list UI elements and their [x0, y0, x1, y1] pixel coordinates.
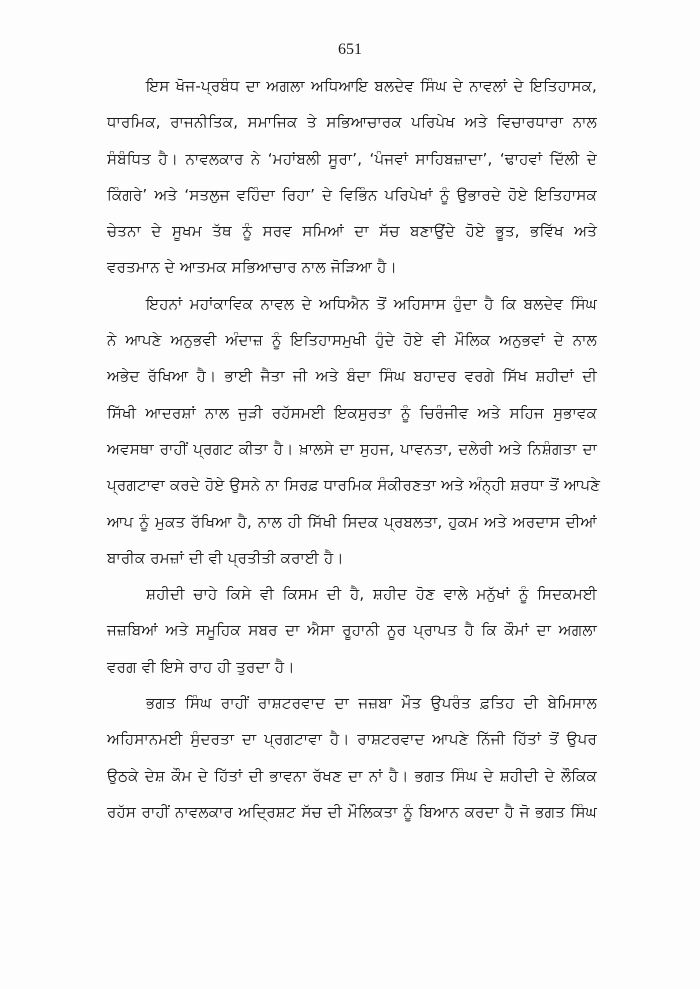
text-line: ਵਰਗ ਵੀ ਇਸੇ ਰਾਹ ਹੀ ਤੁਰਦਾ ਹੈ। — [107, 657, 295, 676]
text-line: ਚੇਤਨਾ ਦੇ ਸੂਖਮ ਤੱਥ ਨੂੰ ਸਰਵ ਸਮਿਆਂ ਦਾ ਸੱਚ ਬਣਾਉਂਦੇ ਹੋਏ ਭੂਤ, ਭਵਿੱਖ ਅਤੇ — [107, 222, 597, 241]
text-line: ਸੰਬੰਧਿਤ ਹੈ। ਨਾਵਲਕਾਰ ਨੇ ‘ਮਹਾਂਬਲੀ ਸੂਰਾ’, ‘ਪੰਜਵਾਂ ਸਾਹਿਬਜ਼ਾਦਾ’, ‘ਢਾਹਵਾਂ ਦਿੱਲੀ ਦੇ — [107, 149, 597, 168]
text-line: ਇਹਨਾਂ ਮਹਾਂਕਾਵਿਕ ਨਾਵਲ ਦੇ ਅਧਿਐਨ ਤੋਂ ਅਹਿਸਾਸ ਹੁੰਦਾ ਹੈ ਕਿ ਬਲਦੇਵ ਸਿੰਘ — [146, 294, 597, 313]
text-line: ਆਪ ਨੂੰ ਮੁਕਤ ਰੱਖਿਆ ਹੈ, ਨਾਲ ਹੀ ਸਿੱਖੀ ਸਿਦਕ ਪ੍ਰਬਲਤਾ, ਹੁਕਮ ਅਤੇ ਅਰਦਾਸ ਦੀਆਂ — [107, 512, 597, 531]
text-line: ਅਵਸਥਾ ਰਾਹੀਂ ਪ੍ਰਗਟ ਕੀਤਾ ਹੈ। ਖ਼ਾਲਸੇ ਦਾ ਸੁਹਜ, ਪਾਵਨਤਾ, ਦਲੇਰੀ ਅਤੇ ਨਿਸ਼ੰਗਤਾ ਦਾ — [107, 439, 597, 458]
text-line: ਪ੍ਰਗਟਾਵਾ ਕਰਦੇ ਹੋਏ ਉਸਨੇ ਨਾ ਸਿਰਫ਼ ਧਾਰਮਿਕ ਸੰਕੀਰਣਤਾ ਅਤੇ ਅੰਨ੍ਹੀ ਸ਼ਰਧਾ ਤੋਂ ਆਪਣੇ — [107, 476, 601, 495]
text-line: ਵਰਤਮਾਨ ਦੇ ਆਤਮਕ ਸਭਿਆਚਾਰ ਨਾਲ ਜੋੜਿਆ ਹੈ। — [107, 258, 397, 277]
text-line: ਰਹੱਸ ਰਾਹੀਂ ਨਾਵਲਕਾਰ ਅਦ੍ਰਿਸ਼ਟ ਸੱਚ ਦੀ ਮੌਲਿਕਤਾ ਨੂੰ ਬਿਆਨ ਕਰਦਾ ਹੈ ਜੋ ਭਗਤ ਸਿੰਘ — [107, 802, 597, 821]
text-line: ਉਠਕੇ ਦੇਸ਼ ਕੌਮ ਦੇ ਹਿੱਤਾਂ ਦੀ ਭਾਵਨਾ ਰੱਖਣ ਦਾ ਨਾਂ ਹੈ। ਭਗਤ ਸਿੰਘ ਦੇ ਸ਼ਹੀਦੀ ਦੇ ਲੌਕਿਕ — [107, 766, 597, 785]
text-line: ਜਜ਼ਬਿਆਂ ਅਤੇ ਸਮੂਹਿਕ ਸਬਰ ਦਾ ਐਸਾ ਰੂਹਾਨੀ ਨੂਰ ਪ੍ਰਾਪਤ ਹੈ ਕਿ ਕੌਮਾਂ ਦਾ ਅਗਲਾ — [107, 621, 597, 640]
page-number: 651 — [338, 41, 362, 58]
paragraph-3 — [107, 576, 597, 685]
text-line: ਅਹਿਸਾਨਮਈ ਸੁੰਦਰਤਾ ਦਾ ਪ੍ਰਗਟਾਵਾ ਹੈ। ਰਾਸ਼ਟਰਵਾਦ ਆਪਣੇ ਨਿੱਜੀ ਹਿੱਤਾਂ ਤੋਂ ਉਪਰ — [107, 730, 597, 749]
paragraph-4 — [107, 685, 597, 830]
text-line: ਨੇ ਆਪਣੇ ਅਨੁਭਵੀ ਅੰਦਾਜ਼ ਨੂੰ ਇਤਿਹਾਸਮੁਖੀ ਹੁੰਦੇ ਹੋਏ ਵੀ ਮੌਲਿਕ ਅਨੁਭਵਾਂ ਦੇ ਨਾਲ — [107, 331, 597, 350]
text-line: ਇਸ ਖੋਜ-ਪ੍ਰਬੰਧ ਦਾ ਅਗਲਾ ਅਧਿਆਇ ਬਲਦੇਵ ਸਿੰਘ ਦੇ ਨਾਵਲਾਂ ਦੇ ਇਤਿਹਾਸਕ, — [146, 77, 597, 95]
text-line: ਸ਼ਹੀਦੀ ਚਾਹੇ ਕਿਸੇ ਵੀ ਕਿਸਮ ਦੀ ਹੈ, ਸ਼ਹੀਦ ਹੋਣ ਵਾਲੇ ਮਨੁੱਖਾਂ ਨੂੰ ਸਿਦਕਮਈ — [146, 585, 597, 604]
text-line: ਕਿੰਗਰੇ’ ਅਤੇ ‘ਸਤਲੁਜ ਵਹਿੰਦਾ ਰਿਹਾ’ ਦੇ ਵਿਭਿੰਨ ਪਰਿਪੇਖਾਂ ਨੂੰ ਉਭਾਰਦੇ ਹੋਏ ਇਤਿਹਾਸਕ — [107, 185, 597, 204]
document-body — [107, 68, 601, 830]
text-line: ਸਿੱਖੀ ਆਦਰਸ਼ਾਂ ਨਾਲ ਜੁੜੀ ਰਹੱਸਮਈ ਇਕਸੁਰਤਾ ਨੂੰ ਚਿਰੰਜੀਵ ਅਤੇ ਸਹਿਜ ਸੁਭਾਵਕ — [107, 403, 597, 422]
paragraph-1 — [107, 68, 597, 286]
text-line: ਧਾਰਮਿਕ, ਰਾਜਨੀਤਿਕ, ਸਮਾਜਿਕ ਤੇ ਸਭਿਆਚਾਰਕ ਪਰਿਪੇਖ ਅਤੇ ਵਿਚਾਰਧਾਰਾ ਨਾਲ — [107, 113, 597, 132]
paragraph-2 — [107, 286, 601, 576]
text-line: ਭਗਤ ਸਿੰਘ ਰਾਹੀਂ ਰਾਸ਼ਟਰਵਾਦ ਦਾ ਜਜ਼ਬਾ ਮੌਤ ਉਪਰੰਤ ਫ਼ਤਿਹ ਦੀ ਬੇਮਿਸਾਲ — [146, 694, 597, 713]
text-line: ਅਭੇਦ ਰੱਖਿਆ ਹੈ। ਭਾਈ ਜੈਤਾ ਜੀ ਅਤੇ ਬੰਦਾ ਸਿੰਘ ਬਹਾਦਰ ਵਰਗੇ ਸਿੱਖ ਸ਼ਹੀਦਾਂ ਦੀ — [107, 367, 597, 386]
text-line: ਬਾਰੀਕ ਰਮਜ਼ਾਂ ਦੀ ਵੀ ਪ੍ਰਤੀਤੀ ਕਰਾਈ ਹੈ। — [107, 548, 344, 567]
